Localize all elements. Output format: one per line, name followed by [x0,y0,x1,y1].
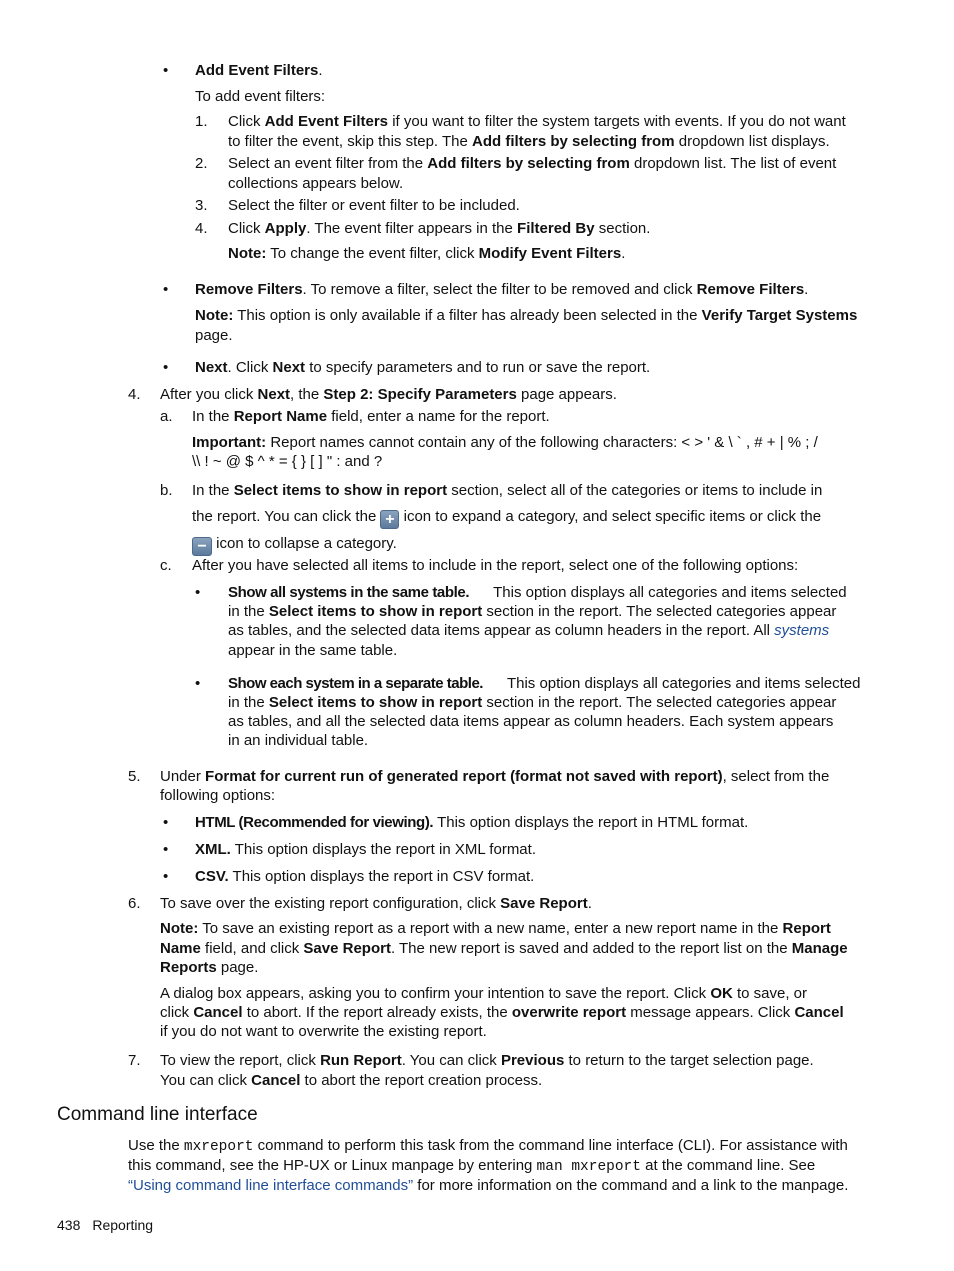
step-number: 3. [195,197,208,214]
step-6-text: To save over the existing report configuration, click Save Report. [160,895,592,912]
format-csv-option: CSV. This option displays the report in CSV format. [195,868,535,885]
substep-a-text: In the Report Name field, enter a name for the report. [192,408,550,425]
footer-section: Reporting [92,1217,154,1233]
bullet-add-event-filters: • [163,62,169,79]
substep-letter: a. [160,408,173,425]
add-event-filters-title: Add Event Filters. [195,62,323,79]
step-5-line-2: following options: [160,787,276,804]
substep-c-text: After you have selected all items to include in the report, select one of the following options: [192,557,799,574]
cli-commands-link[interactable]: “Using command line interface commands” [128,1177,414,1194]
step-6-para-line-2: click Cancel to abort. If the report already exists, the overwrite report message appears. Click Cancel [160,1004,844,1021]
add-event-filters-intro: To add event filters: [195,88,326,105]
next-line: Next. Click Next to specify parameters and to run or save the report. [195,359,651,376]
step-6-para-line-3: if you do not want to overwrite the existing report. [160,1023,487,1040]
collapse-minus-icon: − [192,537,212,556]
cli-heading: Command line interface [57,1104,258,1125]
step-4-line-1: Click Apply. The event filter appears in the Filtered By section. [228,220,651,237]
option-same-table-line-3: as tables, and the selected data items appear as column headers in the report. All systems [228,622,830,639]
step-6-note-line-1: Note: To save an existing report as a report with a new name, enter a new report name in the Report [160,920,831,937]
step-2-line-1: Select an event filter from the Add filters by selecting from dropdown list. The list of event [228,155,837,172]
important-line-2: \\ ! ~ @ $ ^ * = { } [ ] " : and ? [192,453,383,470]
option-same-table-line-2: in the Select items to show in report section in the report. The selected categories appear [228,603,837,620]
step-6-note-line-3: Reports page. [160,959,259,976]
step-1-line-2: to filter the event, skip this step. The Add filters by selecting from dropdown list displays. [228,133,830,150]
step-number: 5. [128,768,141,785]
step-number: 1. [195,113,208,130]
remove-filters-note-line-1: Note: This option is only available if a filter has already been selected in the Verify Target Systems [195,307,858,324]
substep-b-line-2: the report. You can click the + icon to expand a category, and select specific items or click the [192,508,822,528]
mxreport-command: mxreport [183,1139,254,1155]
bullet-format-xml: • [163,841,169,858]
option-separate-table-line-4: in an individual table. [228,732,369,749]
remove-filters-line: Remove Filters. To remove a filter, select the filter to be removed and click Remove Filters. [195,281,809,298]
step-number: 7. [128,1052,141,1069]
man-mxreport-command: man mxreport [536,1159,641,1175]
cli-line-1: Use the mxreport command to perform this task from the command line interface (CLI). For assistance with [128,1137,848,1155]
substep-letter: c. [160,557,172,574]
bullet-option-same-table: • [195,584,201,601]
step-3-line-1: Select the filter or event filter to be included. [228,197,520,214]
option-separate-table-line-2: in the Select items to show in report section in the report. The selected categories appear [228,694,837,711]
bullet-format-html: • [163,814,169,831]
step-7-line-1: To view the report, click Run Report. You can click Previous to return to the target selection page. [160,1052,814,1069]
bullet-option-separate-table: • [195,675,201,692]
step-number: 2. [195,155,208,172]
step-6-note-line-2: Name field, and click Save Report. The new report is saved and added to the report list on the Manage [160,940,848,957]
bullet-format-csv: • [163,868,169,885]
option-same-table-line-4: appear in the same table. [228,642,398,659]
important-line-1: Important: Report names cannot contain any of the following characters: < > ' & \ ` , # + | % ; / [192,434,818,451]
step-number: 4. [128,386,141,403]
option-separate-table-line-1: Show each system in a separate table. This option displays all categories and items selected [228,675,861,692]
format-html-option: HTML (Recommended for viewing). This option displays the report in HTML format. [195,814,749,831]
option-separate-table-line-3: as tables, and all the selected data items appear as column headers. Each system appears [228,713,834,730]
page-number: 438 [57,1217,81,1233]
substep-letter: b. [160,482,173,499]
page-footer [57,1216,153,1234]
format-xml-option: XML. This option displays the report in XML format. [195,841,536,858]
step-4-text: After you click Next, the Step 2: Specify Parameters page appears. [160,386,617,403]
cli-line-2: this command, see the HP-UX or Linux manpage by entering man mxreport at the command line. See [128,1157,816,1175]
step-7-line-2: You can click Cancel to abort the report creation process. [160,1072,543,1089]
note-modify-event-filters: Note: To change the event filter, click Modify Event Filters. [228,245,626,262]
bullet-remove-filters: • [163,281,169,298]
bullet-next: • [163,359,169,376]
systems-link[interactable]: systems [774,622,830,639]
step-1-line-1: Click Add Event Filters if you want to filter the system targets with events. If you do not want [228,113,846,130]
cli-line-3: “Using command line interface commands” for more information on the command and a link to the manpage. [128,1177,849,1194]
substep-b-line-1: In the Select items to show in report section, select all of the categories or items to include in [192,482,823,499]
step-5-line-1: Under Format for current run of generated report (format not saved with report), select from the [160,768,830,785]
step-number: 6. [128,895,141,912]
remove-filters-note-line-2: page. [195,327,233,344]
step-2-line-2: collections appears below. [228,175,404,192]
option-same-table-line-1: Show all systems in the same table. This option displays all categories and items selected [228,584,847,601]
substep-b-line-3: − icon to collapse a category. [192,534,397,556]
step-number: 4. [195,220,208,237]
step-6-para-line-1: A dialog box appears, asking you to confirm your intention to save the report. Click OK to save, or [160,985,808,1002]
expand-plus-icon: + [380,510,399,529]
